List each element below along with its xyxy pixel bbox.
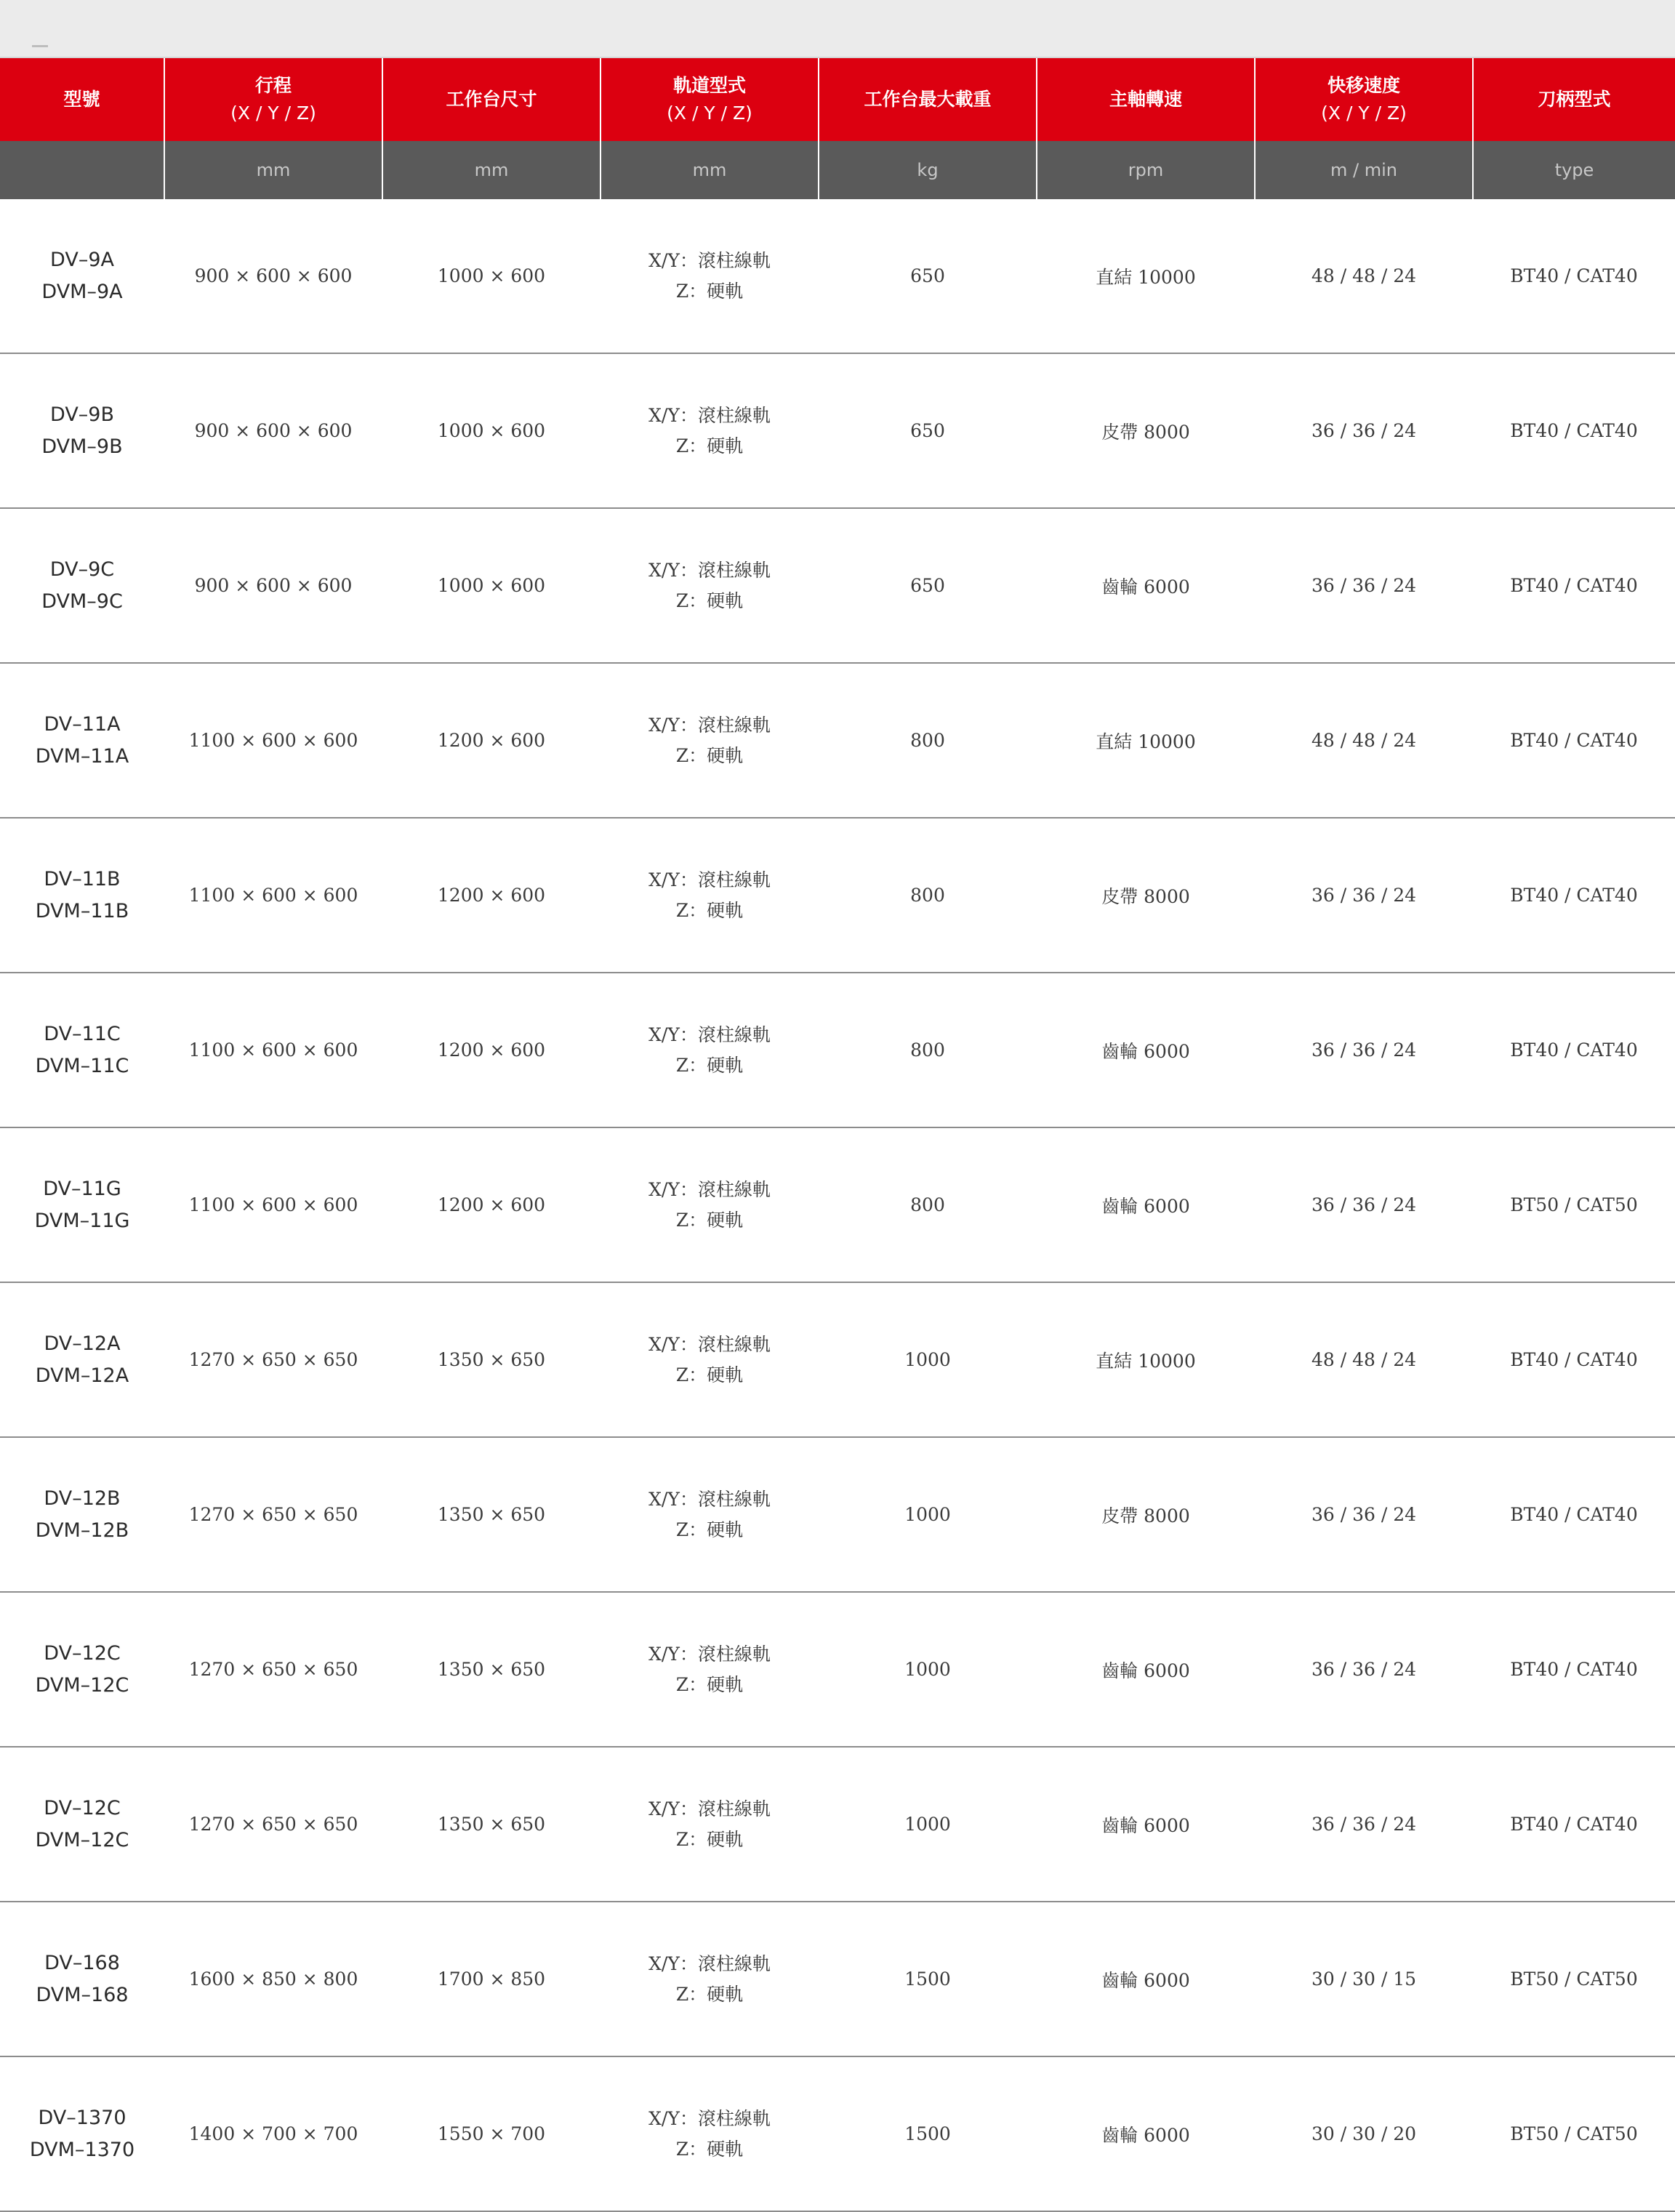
- cell-travel: 1270 × 650 × 650: [164, 1437, 382, 1592]
- cell-table-size: 1200 × 600: [382, 1127, 600, 1282]
- cell-spindle-speed: 齒輪 6000: [1037, 508, 1255, 663]
- table-row: [0, 1902, 1675, 2056]
- cell-model: [0, 1747, 164, 1902]
- top-band: [0, 0, 1675, 58]
- unit-table-size: mm: [382, 141, 600, 199]
- cell-model-line: DV–12C: [44, 1641, 121, 1665]
- cell-rail-type: [600, 1127, 819, 1282]
- cell-rail-type: [600, 818, 819, 973]
- cell-travel: 900 × 600 × 600: [164, 199, 382, 353]
- cell-spindle-speed: 齒輪 6000: [1037, 1902, 1255, 2056]
- cell-model-line: DVM–12A: [35, 1364, 129, 1387]
- cell-rail-type-line: Z：硬軌: [675, 1519, 744, 1540]
- cell-spindle-speed: 齒輪 6000: [1037, 1127, 1255, 1282]
- table-row: [0, 1437, 1675, 1592]
- cell-model-line: DV–12A: [44, 1332, 121, 1355]
- cell-rail-type-line: Z：硬軌: [675, 744, 744, 766]
- cell-rail-type-line: X/Y：滾柱線軌: [648, 1952, 771, 1974]
- cell-model: [0, 1902, 164, 2056]
- cell-model: [0, 353, 164, 508]
- table-row: [0, 973, 1675, 1127]
- table-row: [0, 353, 1675, 508]
- cell-travel: 1600 × 850 × 800: [164, 1902, 382, 2056]
- cell-max-load: 1000: [819, 1282, 1037, 1437]
- cell-rail-type: [600, 353, 819, 508]
- cell-travel: 1270 × 650 × 650: [164, 1282, 382, 1437]
- cell-model: [0, 508, 164, 663]
- cell-tool-holder: BT40 / CAT40: [1473, 199, 1675, 353]
- cell-rail-type: [600, 1282, 819, 1437]
- cell-model-line: DVM–11G: [34, 1209, 130, 1232]
- cell-rail-type-line: Z：硬軌: [675, 1209, 744, 1231]
- cell-spindle-speed: 皮帶 8000: [1037, 353, 1255, 508]
- cell-model: [0, 973, 164, 1127]
- cell-rapid-speed: 48 / 48 / 24: [1255, 199, 1473, 353]
- cell-spindle-speed: 直結 10000: [1037, 199, 1255, 353]
- cell-table-size: 1350 × 650: [382, 1747, 600, 1902]
- cell-model: [0, 1437, 164, 1592]
- cell-max-load: 650: [819, 353, 1037, 508]
- cell-table-size: 1000 × 600: [382, 199, 600, 353]
- cell-rail-type: [600, 199, 819, 353]
- cell-model-line: DVM–11C: [35, 1054, 129, 1077]
- cell-rapid-speed: 48 / 48 / 24: [1255, 663, 1473, 818]
- cell-tool-holder: BT50 / CAT50: [1473, 2056, 1675, 2211]
- table-row: [0, 663, 1675, 818]
- unit-spindle-speed: rpm: [1037, 141, 1255, 199]
- cell-model-line: DVM–11B: [35, 899, 129, 922]
- cell-model-line: DV–11G: [43, 1177, 121, 1200]
- cell-model-line: DV–1370: [38, 2106, 126, 2129]
- cell-rail-type-line: Z：硬軌: [675, 1364, 744, 1385]
- cell-model: [0, 818, 164, 973]
- cell-spindle-speed: 齒輪 6000: [1037, 973, 1255, 1127]
- cell-rail-type-line: Z：硬軌: [675, 435, 744, 457]
- header-rapid-speed: 快移速度 (X / Y / Z): [1255, 58, 1473, 141]
- header-max-load: 工作台最大載重: [819, 58, 1037, 141]
- header-table-size: 工作台尺寸: [382, 58, 600, 141]
- table-row: [0, 1127, 1675, 1282]
- header-spindle-speed: 主軸轉速: [1037, 58, 1255, 141]
- cell-model: [0, 199, 164, 353]
- cell-rapid-speed: 36 / 36 / 24: [1255, 1592, 1473, 1747]
- spec-table: [0, 58, 1675, 2212]
- cell-travel: 900 × 600 × 600: [164, 353, 382, 508]
- cell-model-line: DV–11B: [44, 867, 121, 890]
- cell-rapid-speed: 36 / 36 / 24: [1255, 1127, 1473, 1282]
- cell-spindle-speed: 皮帶 8000: [1037, 818, 1255, 973]
- cell-max-load: 1500: [819, 2056, 1037, 2211]
- cell-spindle-speed: 齒輪 6000: [1037, 1747, 1255, 1902]
- cell-rail-type-line: X/Y：滾柱線軌: [648, 1798, 771, 1819]
- cell-table-size: 1200 × 600: [382, 973, 600, 1127]
- cell-model-line: DVM–168: [36, 1983, 129, 2006]
- cell-max-load: 1000: [819, 1592, 1037, 1747]
- cell-max-load: 800: [819, 663, 1037, 818]
- top-dash: [32, 45, 48, 47]
- cell-model-line: DV–9B: [50, 403, 114, 426]
- spec-body: [0, 199, 1675, 2211]
- cell-table-size: 1350 × 650: [382, 1437, 600, 1592]
- unit-rapid-speed: m / min: [1255, 141, 1473, 199]
- cell-rail-type-line: Z：硬軌: [675, 1054, 744, 1076]
- cell-rapid-speed: 36 / 36 / 24: [1255, 1437, 1473, 1592]
- table-row: [0, 1747, 1675, 1902]
- cell-rail-type-line: X/Y：滾柱線軌: [648, 1488, 771, 1510]
- cell-table-size: 1700 × 850: [382, 1902, 600, 2056]
- cell-rail-type: [600, 2056, 819, 2211]
- cell-rapid-speed: 48 / 48 / 24: [1255, 1282, 1473, 1437]
- unit-row: [0, 141, 1675, 199]
- cell-travel: 1100 × 600 × 600: [164, 818, 382, 973]
- cell-model-line: DVM–12B: [35, 1519, 129, 1542]
- cell-rail-type: [600, 663, 819, 818]
- cell-table-size: 1350 × 650: [382, 1282, 600, 1437]
- cell-tool-holder: BT40 / CAT40: [1473, 663, 1675, 818]
- cell-tool-holder: BT40 / CAT40: [1473, 818, 1675, 973]
- cell-tool-holder: BT40 / CAT40: [1473, 973, 1675, 1127]
- cell-tool-holder: BT40 / CAT40: [1473, 353, 1675, 508]
- cell-model-line: DVM–11A: [35, 744, 129, 768]
- table-row: [0, 508, 1675, 663]
- cell-model: [0, 2056, 164, 2211]
- cell-rail-type-line: Z：硬軌: [675, 1673, 744, 1695]
- cell-model-line: DVM–9B: [41, 435, 123, 458]
- cell-rail-type-line: X/Y：滾柱線軌: [648, 1333, 771, 1355]
- cell-max-load: 1000: [819, 1747, 1037, 1902]
- cell-travel: 1100 × 600 × 600: [164, 1127, 382, 1282]
- cell-travel: 1270 × 650 × 650: [164, 1592, 382, 1747]
- cell-rapid-speed: 36 / 36 / 24: [1255, 818, 1473, 973]
- cell-max-load: 800: [819, 1127, 1037, 1282]
- cell-table-size: 1550 × 700: [382, 2056, 600, 2211]
- cell-rail-type: [600, 1592, 819, 1747]
- cell-table-size: 1000 × 600: [382, 353, 600, 508]
- cell-tool-holder: BT40 / CAT40: [1473, 508, 1675, 663]
- unit-tool-holder: type: [1473, 141, 1675, 199]
- table-row: [0, 1282, 1675, 1437]
- cell-travel: 900 × 600 × 600: [164, 508, 382, 663]
- table-row: [0, 2056, 1675, 2211]
- cell-rail-type-line: X/Y：滾柱線軌: [648, 1643, 771, 1665]
- table-row: [0, 1592, 1675, 1747]
- cell-spindle-speed: 直結 10000: [1037, 663, 1255, 818]
- unit-max-load: kg: [819, 141, 1037, 199]
- cell-max-load: 1000: [819, 1437, 1037, 1592]
- cell-max-load: 800: [819, 973, 1037, 1127]
- cell-model-line: DVM–1370: [29, 2138, 135, 2161]
- cell-max-load: 650: [819, 199, 1037, 353]
- cell-model-line: DVM–12C: [35, 1828, 129, 1851]
- cell-model-line: DVM–9C: [41, 590, 123, 613]
- cell-rail-type-line: X/Y：滾柱線軌: [648, 714, 771, 736]
- cell-travel: 1270 × 650 × 650: [164, 1747, 382, 1902]
- cell-rail-type-line: Z：硬軌: [675, 2138, 744, 2160]
- cell-rail-type-line: X/Y：滾柱線軌: [648, 404, 771, 426]
- cell-model-line: DVM–9A: [41, 280, 123, 303]
- cell-model-line: DV–11C: [44, 1022, 121, 1045]
- table-row: [0, 818, 1675, 973]
- cell-rail-type-line: X/Y：滾柱線軌: [648, 249, 771, 271]
- cell-table-size: 1350 × 650: [382, 1592, 600, 1747]
- cell-model: [0, 663, 164, 818]
- unit-travel: mm: [164, 141, 382, 199]
- cell-rail-type-line: Z：硬軌: [675, 1828, 744, 1850]
- cell-model-line: DV–9A: [50, 248, 114, 271]
- cell-spindle-speed: 直結 10000: [1037, 1282, 1255, 1437]
- cell-max-load: 650: [819, 508, 1037, 663]
- cell-rapid-speed: 36 / 36 / 24: [1255, 1747, 1473, 1902]
- unit-model: [0, 141, 164, 199]
- cell-travel: 1100 × 600 × 600: [164, 663, 382, 818]
- cell-tool-holder: BT40 / CAT40: [1473, 1592, 1675, 1747]
- cell-travel: 1400 × 700 × 700: [164, 2056, 382, 2211]
- cell-rail-type-line: Z：硬軌: [675, 899, 744, 921]
- cell-rail-type: [600, 1747, 819, 1902]
- cell-model-line: DV–168: [44, 1951, 120, 1974]
- cell-model-line: DV–12C: [44, 1796, 121, 1819]
- cell-rapid-speed: 30 / 30 / 15: [1255, 1902, 1473, 2056]
- cell-spindle-speed: 齒輪 6000: [1037, 1592, 1255, 1747]
- cell-rail-type-line: X/Y：滾柱線軌: [648, 2107, 771, 2129]
- cell-rapid-speed: 36 / 36 / 24: [1255, 508, 1473, 663]
- cell-tool-holder: BT40 / CAT40: [1473, 1282, 1675, 1437]
- cell-table-size: 1000 × 600: [382, 508, 600, 663]
- header-model: 型號: [0, 58, 164, 141]
- cell-rail-type: [600, 508, 819, 663]
- header-travel: 行程 (X / Y / Z): [164, 58, 382, 141]
- cell-rapid-speed: 36 / 36 / 24: [1255, 973, 1473, 1127]
- cell-rail-type-line: X/Y：滾柱線軌: [648, 869, 771, 890]
- cell-max-load: 800: [819, 818, 1037, 973]
- cell-model: [0, 1282, 164, 1437]
- cell-model-line: DV–9C: [49, 558, 115, 581]
- cell-travel: 1100 × 600 × 600: [164, 973, 382, 1127]
- cell-spindle-speed: 齒輪 6000: [1037, 2056, 1255, 2211]
- cell-rail-type-line: X/Y：滾柱線軌: [648, 1023, 771, 1045]
- cell-rail-type-line: Z：硬軌: [675, 590, 744, 611]
- cell-table-size: 1200 × 600: [382, 818, 600, 973]
- cell-model-line: DVM–12C: [35, 1673, 129, 1697]
- cell-model-line: DV–12B: [44, 1487, 121, 1510]
- cell-model: [0, 1127, 164, 1282]
- cell-model-line: DV–11A: [44, 712, 121, 736]
- cell-rail-type: [600, 1902, 819, 2056]
- cell-max-load: 1500: [819, 1902, 1037, 2056]
- header-rail-type: 軌道型式 (X / Y / Z): [600, 58, 819, 141]
- cell-rail-type-line: X/Y：滾柱線軌: [648, 1178, 771, 1200]
- cell-spindle-speed: 皮帶 8000: [1037, 1437, 1255, 1592]
- cell-tool-holder: BT40 / CAT40: [1473, 1437, 1675, 1592]
- cell-tool-holder: BT50 / CAT50: [1473, 1902, 1675, 2056]
- cell-model: [0, 1592, 164, 1747]
- header-tool-holder: 刀柄型式: [1473, 58, 1675, 141]
- cell-tool-holder: BT40 / CAT40: [1473, 1747, 1675, 1902]
- table-row: [0, 199, 1675, 353]
- cell-rail-type-line: X/Y：滾柱線軌: [648, 559, 771, 581]
- cell-rapid-speed: 36 / 36 / 24: [1255, 353, 1473, 508]
- cell-rail-type: [600, 1437, 819, 1592]
- unit-rail-type: mm: [600, 141, 819, 199]
- header-row: [0, 58, 1675, 141]
- cell-tool-holder: BT50 / CAT50: [1473, 1127, 1675, 1282]
- cell-rail-type: [600, 973, 819, 1127]
- cell-table-size: 1200 × 600: [382, 663, 600, 818]
- cell-rapid-speed: 30 / 30 / 20: [1255, 2056, 1473, 2211]
- cell-rail-type-line: Z：硬軌: [675, 1983, 744, 2005]
- cell-rail-type-line: Z：硬軌: [675, 280, 744, 302]
